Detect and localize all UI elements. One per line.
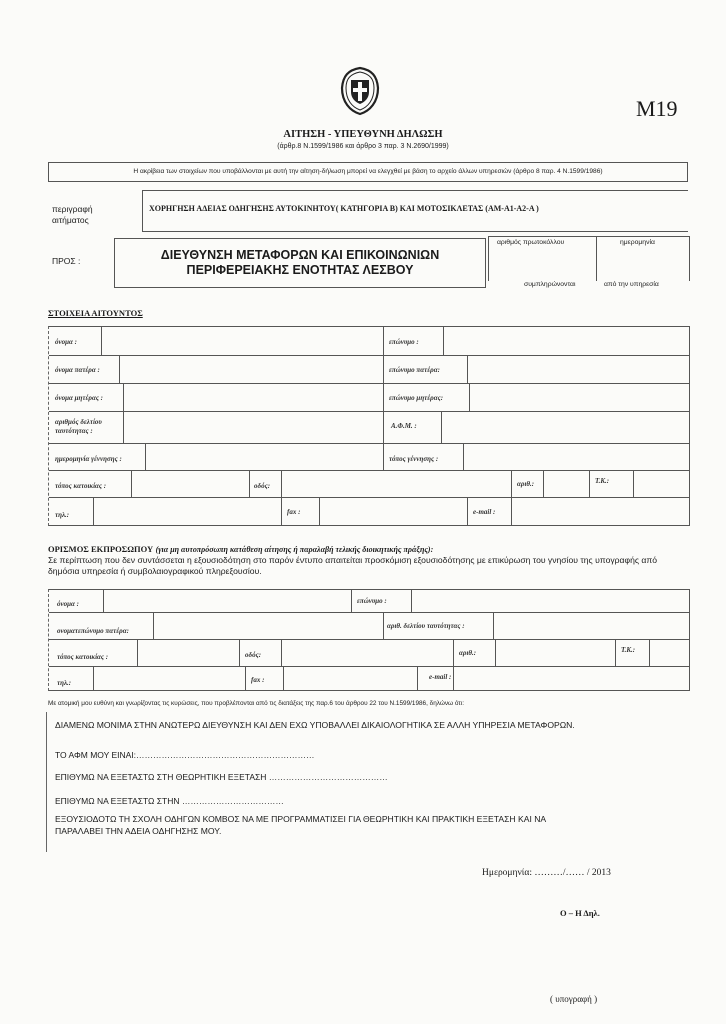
- applicant-fax-label: fax :: [287, 508, 301, 516]
- applicant-postal-code-label: Τ.Κ.:: [595, 477, 610, 485]
- rep-last-name-label: επώνυμο :: [357, 597, 387, 605]
- recipient-line1: ΔΙΕΥΘΥΝΣΗ ΜΕΤΑΦΟΡΩΝ ΚΑΙ ΕΠΙΚΟΙΝΩΝΙΩΝ: [160, 248, 440, 262]
- representative-section-note: (για μη αυτοπρόσωπη κατάθεση αίτησης ή παραλαβή τελικής διοικητικής πράξης):: [155, 545, 434, 554]
- statement-5: ΕΞΟΥΣΙΟΔΟΤΩ ΤΗ ΣΧΟΛΗ ΟΔΗΓΩΝ ΚΟΜΒΟΣ ΝΑ ΜΕ ΠΡΟΓΡΑΜΜΑΤΙΣΕΙ ΓΙΑ ΘΕΩΡΗΤΙΚΗ ΚΑΙ ΠΡΑΚΤΙΚΗ ΕΞΕΤΑΣΗ ΚΑΙ ΝΑ: [55, 814, 547, 824]
- applicant-email-label: e-mail :: [473, 508, 496, 516]
- rep-postal-code-label: Τ.Κ.:: [621, 646, 636, 654]
- representative-table: [48, 589, 690, 691]
- declaration-intro: Με ατομική μου ευθύνη και γνωρίζοντας τις κυρώσεις, που προβλέπονται από τις διατάξεις της παρ.6 του άρθρου 22 του Ν.1599/1986, δηλώνω ότι:: [48, 700, 465, 707]
- rep-father-full-name-label: ονοματεπώνυμο πατέρα:: [57, 627, 129, 635]
- request-field[interactable]: [142, 190, 688, 232]
- rep-phone-label: τηλ.:: [57, 679, 72, 687]
- applicant-street-label: οδός:: [254, 482, 271, 490]
- greek-coat-of-arms-icon: [338, 66, 382, 116]
- protocol-number-label: αριθμός πρωτοκόλλου: [497, 239, 565, 246]
- rep-first-name-label: όνομα :: [57, 600, 79, 608]
- applicant-id-label: αριθμός δελτίου ταυτότητας :: [55, 418, 102, 435]
- accuracy-notice-text: Η ακρίβεια των στοιχείων που υποβάλλονται με αυτή την αίτηση-δήλωση μπορεί να ελεγχθεί με βάση το αρχείο άλλων υπηρεσιών (άρθρο 8 παρ. 4 Ν.1599/1986): [133, 168, 603, 175]
- date-line[interactable]: Ημερομηνία: ………/…… / 2013: [482, 868, 611, 878]
- accuracy-notice: [48, 162, 688, 182]
- applicant-residence-label: τόπος κατοικίας :: [55, 482, 107, 490]
- signature-label[interactable]: ( υπογραφή ): [550, 994, 598, 1004]
- statement-6: ΠΑΡΑΛΑΒΕΙ ΤΗΝ ΑΔΕΙΑ ΟΔΗΓΗΣΗΣ ΜΟΥ.: [55, 826, 222, 836]
- statement-4[interactable]: ΕΠΙΘΥΜΩ ΝΑ ΕΞΕΤΑΣΤΩ ΣΤΗΝ ………………………………: [55, 796, 284, 806]
- representative-section-title: ΟΡΙΣΜΟΣ ΕΚΠΡΟΣΩΠΟΥ: [48, 544, 154, 554]
- applicant-father-surname-label: επώνυμο πατέρα:: [389, 366, 440, 374]
- form-subtitle: (άρθρ.8 Ν.1599/1986 και άρθρο 3 παρ. 3 Ν.2690/1999): [277, 143, 449, 150]
- applicant-mother-surname-label: επώνυμο μητέρας:: [389, 394, 444, 402]
- applicant-mother-name-label: όνομα μητέρας :: [55, 394, 104, 402]
- representative-paragraph: Σε περίπτωση που δεν συντάσσεται η εξουσιοδότηση στο παρόν έντυπο απαιτείται προσκόμιση εξουσιοδότησης με επικύρωση του γνησίου της υπογραφής από δημόσια υπηρεσία ή συμβολαιογραφικού πληρεξουσίου.: [48, 555, 658, 576]
- statement-3[interactable]: ΕΠΙΘΥΜΩ ΝΑ ΕΞΕΤΑΣΤΩ ΣΤΗ ΘΕΩΡΗΤΙΚΗ ΕΞΕΤΑΣΗ ……………………………………: [55, 772, 388, 782]
- request-value: ΧΟΡΗΓΗΣΗ ΑΔΕΙΑΣ ΟΔΗΓΗΣΗΣ ΑΥΤΟΚΙΝΗΤΟΥ( ΚΑΤΗΓΟΡΙΑ Β) ΚΑΙ ΜΟΤΟΣΙΚΛΕΤΑΣ (ΑΜ-Α1-Α2-Α ): [149, 204, 539, 213]
- protocol-date-label: ημερομηνία: [620, 239, 655, 246]
- recipient-line2: ΠΕΡΙΦΕΡΕΙΑΚΗΣ ΕΝΟΤΗΤΑΣ ΛΕΣΒΟΥ: [186, 263, 414, 277]
- applicant-table: [48, 326, 690, 526]
- by-service-label: από την υπηρεσία: [604, 281, 659, 288]
- rep-residence-label: τόπος κατοικίας :: [57, 653, 109, 661]
- rep-email-label: e-mail :: [429, 673, 452, 681]
- rep-fax-label: fax :: [251, 676, 265, 684]
- form-code: Μ19: [636, 96, 678, 121]
- signer-label: Ο – Η Δηλ.: [560, 908, 600, 918]
- applicant-birth-date-label: ημερομηνία γέννησης :: [55, 455, 122, 463]
- rep-number-label: αριθ.:: [459, 649, 477, 657]
- applicant-birth-place-label: τόπος γέννησης :: [389, 455, 439, 463]
- statement-1: ΔΙΑΜΕΝΩ ΜΟΝΙΜΑ ΣΤΗΝ ΑΝΩΤΕΡΩ ΔΙΕΥΘΥΝΣΗ ΚΑΙ ΔΕΝ ΕΧΩ ΥΠΟΒΑΛΛΕΙ ΔΙΚΑΙΟΛΟΓΗΤΙΚΑ ΣΕ ΑΛΛΗ ΥΠΗΡΕΣΙΑ ΜΕΤΑΦΟΡΩΝ.: [55, 720, 575, 730]
- applicant-afm-label: Α.Φ.Μ. :: [391, 422, 417, 430]
- recipient-label: ΠΡΟΣ :: [52, 256, 81, 266]
- statement-2[interactable]: ΤΟ ΑΦΜ ΜΟΥ ΕΙΝΑΙ:………………………………………………………: [55, 750, 315, 760]
- representative-header: [48, 544, 688, 555]
- request-label: περιγραφή αιτήματος: [52, 204, 93, 225]
- applicant-last-name-label: επώνυμο :: [389, 338, 419, 346]
- applicant-first-name-label: όνομα :: [55, 338, 77, 346]
- form-title: ΑΙΤΗΣΗ - ΥΠΕΥΘΥΝΗ ΔΗΛΩΣΗ: [283, 129, 443, 140]
- applicant-father-name-label: όνομα πατέρα :: [55, 366, 100, 374]
- filled-by-label: συμπληρώνονται: [524, 281, 576, 288]
- applicant-phone-label: τηλ.:: [55, 511, 70, 519]
- recipient-box: [114, 238, 486, 288]
- applicant-section-title: ΣΤΟΙΧΕΙΑ ΑΙΤΟΥΝΤΟΣ: [48, 308, 143, 318]
- declaration-box: [46, 712, 697, 852]
- rep-id-label: αριθ. δελτίου ταυτότητας :: [387, 622, 465, 630]
- applicant-number-label: αριθ.:: [517, 480, 535, 488]
- rep-street-label: οδός:: [245, 651, 262, 659]
